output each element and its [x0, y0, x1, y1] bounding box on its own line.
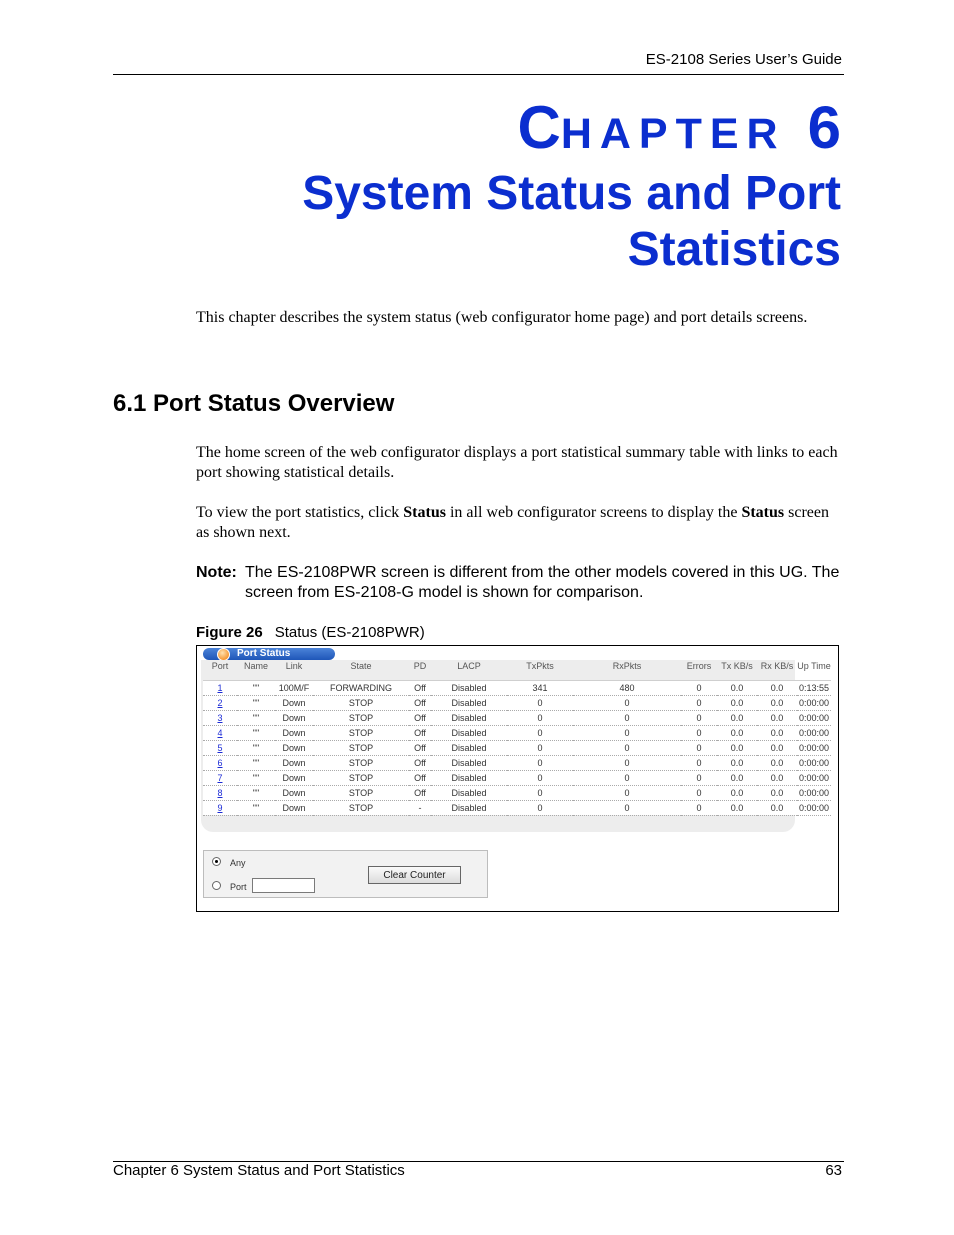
table-cell: 0.0: [717, 725, 757, 740]
table-cell: 0.0: [757, 725, 797, 740]
figure-screenshot: [196, 645, 839, 912]
para2-post: screen as shown next.: [196, 504, 829, 541]
chapter-title: [241, 166, 841, 278]
chapter-title-line2: Statistics: [627, 223, 841, 276]
table-cell: Down: [275, 800, 313, 815]
table-cell: 0: [507, 710, 573, 725]
table-cell: Disabled: [431, 770, 507, 785]
table-cell: 0.0: [757, 680, 797, 695]
table-cell: 0:13:55: [797, 680, 831, 695]
port-cell: [203, 695, 237, 710]
port-cell: [203, 770, 237, 785]
table-cell: STOP: [313, 800, 409, 815]
table-cell: 0.0: [717, 740, 757, 755]
table-cell: STOP: [313, 740, 409, 755]
table-cell: 0: [681, 800, 717, 815]
para2-status-2: Status: [741, 504, 785, 521]
table-cell: STOP: [313, 785, 409, 800]
column-header: Up Time: [797, 652, 831, 680]
port-link[interactable]: 3: [217, 712, 223, 723]
section-paragraph-2: [196, 503, 842, 543]
clear-counter-box: [203, 850, 488, 898]
table-cell: Off: [409, 680, 431, 695]
table-cell: 0.0: [717, 800, 757, 815]
figure-caption-text: Status (ES-2108PWR): [274, 624, 425, 641]
table-cell: Down: [275, 770, 313, 785]
port-link[interactable]: 4: [217, 727, 223, 738]
table-cell: Off: [409, 755, 431, 770]
table-cell: Off: [409, 740, 431, 755]
table-cell: 0: [507, 755, 573, 770]
table-cell: "": [237, 740, 275, 755]
page-number: 63: [825, 1162, 842, 1179]
port-link[interactable]: 6: [217, 757, 223, 768]
port-status-table: [203, 652, 831, 816]
table-cell: 0:00:00: [797, 740, 831, 755]
para2-status-1: Status: [403, 504, 446, 521]
para2-pre: To view the port statistics, click: [196, 504, 404, 521]
table-cell: "": [237, 680, 275, 695]
table-cell: 0: [681, 710, 717, 725]
table-cell: "": [237, 755, 275, 770]
table-cell: 0: [681, 695, 717, 710]
table-cell: 0: [507, 725, 573, 740]
table-cell: 0:00:00: [797, 695, 831, 710]
table-cell: 0.0: [757, 770, 797, 785]
table-cell: Disabled: [431, 785, 507, 800]
table-cell: Down: [275, 755, 313, 770]
chapter-label: [517, 94, 841, 161]
table-cell: STOP: [313, 725, 409, 740]
port-link[interactable]: 7: [217, 772, 223, 783]
chapter-label-initial: C: [517, 94, 561, 161]
intro-paragraph: This chapter describes the system status (web configurator home page) and port details screens.: [196, 309, 808, 326]
table-cell: 0: [681, 680, 717, 695]
table-cell: 0.0: [717, 710, 757, 725]
table-cell: 0: [573, 755, 681, 770]
radio-port-label: Port: [230, 882, 247, 892]
table-cell: Down: [275, 695, 313, 710]
column-header: Port: [203, 652, 237, 680]
table-cell: 0.0: [757, 785, 797, 800]
table-cell: 0: [507, 740, 573, 755]
table-cell: Disabled: [431, 755, 507, 770]
column-header: Tx KB/s: [717, 652, 757, 680]
port-input[interactable]: [252, 878, 315, 893]
port-link[interactable]: 2: [217, 697, 223, 708]
port-status-tab-title: Port Status: [237, 648, 291, 659]
table-cell: 0: [573, 695, 681, 710]
table-cell: 0.0: [717, 680, 757, 695]
table-cell: 0.0: [717, 785, 757, 800]
footer-chapter-title: Chapter 6 System Status and Port Statistics: [113, 1162, 405, 1179]
table-cell: STOP: [313, 710, 409, 725]
table-cell: 341: [507, 680, 573, 695]
port-cell: [203, 725, 237, 740]
table-row: [203, 725, 831, 740]
table-cell: Disabled: [431, 725, 507, 740]
column-header: TxPkts: [507, 652, 573, 680]
table-cell: "": [237, 770, 275, 785]
port-cell: [203, 680, 237, 695]
column-header: RxPkts: [573, 652, 681, 680]
table-cell: Off: [409, 770, 431, 785]
table-cell: 0:00:00: [797, 725, 831, 740]
table-cell: 0: [681, 770, 717, 785]
table-cell: Down: [275, 710, 313, 725]
table-cell: Disabled: [431, 710, 507, 725]
table-cell: 0: [573, 710, 681, 725]
table-cell: 0: [573, 740, 681, 755]
table-cell: 0: [573, 725, 681, 740]
port-cell: [203, 740, 237, 755]
table-cell: 0: [507, 695, 573, 710]
table-cell: 480: [573, 680, 681, 695]
table-cell: 0.0: [757, 695, 797, 710]
table-row: [203, 710, 831, 725]
table-row: [203, 695, 831, 710]
table-row: [203, 800, 831, 815]
column-header: State: [313, 652, 409, 680]
table-cell: 0.0: [717, 695, 757, 710]
radio-port[interactable]: [212, 881, 221, 890]
column-header: Name: [237, 652, 275, 680]
table-cell: 0: [681, 755, 717, 770]
header-rule: [113, 74, 844, 75]
table-row: [203, 740, 831, 755]
table-row: [203, 785, 831, 800]
table-cell: Disabled: [431, 680, 507, 695]
table-cell: 0: [573, 770, 681, 785]
chapter-number: 6: [807, 94, 841, 161]
chapter-title-line1: System Status and Port: [302, 167, 841, 220]
column-header: PD: [409, 652, 431, 680]
table-cell: 0:00:00: [797, 710, 831, 725]
table-header-row: [203, 652, 831, 680]
table-cell: STOP: [313, 770, 409, 785]
table-cell: 0:00:00: [797, 770, 831, 785]
column-header: Rx KB/s: [757, 652, 797, 680]
port-link[interactable]: 5: [217, 742, 223, 753]
table-cell: 0: [681, 740, 717, 755]
port-link[interactable]: 1: [217, 682, 223, 693]
port-cell: [203, 755, 237, 770]
table-cell: 0: [573, 800, 681, 815]
table-cell: 0: [507, 800, 573, 815]
table-cell: -: [409, 800, 431, 815]
section-heading: 6.1 Port Status Overview: [113, 390, 395, 417]
note-text: The ES-2108PWR screen is different from the other models covered in this UG. The screen from ES-2108-G model is shown for comparison.: [245, 564, 840, 601]
table-cell: Off: [409, 695, 431, 710]
table-cell: Disabled: [431, 800, 507, 815]
radio-any-label: Any: [230, 858, 246, 868]
column-header: Errors: [681, 652, 717, 680]
figure-caption: [196, 624, 425, 641]
table-cell: 100M/F: [275, 680, 313, 695]
figure-label: Figure 26: [196, 624, 263, 641]
table-cell: Down: [275, 785, 313, 800]
table-body: [203, 680, 831, 815]
column-header: Link: [275, 652, 313, 680]
port-cell: [203, 800, 237, 815]
table-cell: "": [237, 800, 275, 815]
table-cell: Off: [409, 710, 431, 725]
port-link[interactable]: 9: [217, 802, 223, 813]
clear-counter-button[interactable]: Clear Counter: [368, 866, 461, 884]
table-cell: "": [237, 785, 275, 800]
table-cell: 0: [507, 770, 573, 785]
note-label: Note:: [196, 564, 237, 581]
table-cell: 0.0: [757, 710, 797, 725]
table-cell: Off: [409, 725, 431, 740]
table-cell: "": [237, 710, 275, 725]
table-cell: "": [237, 695, 275, 710]
table-cell: 0: [681, 725, 717, 740]
table-cell: 0: [507, 785, 573, 800]
table-cell: 0:00:00: [797, 785, 831, 800]
port-link[interactable]: 8: [217, 787, 223, 798]
para2-mid: in all web configurator screens to display the: [445, 504, 742, 521]
port-cell: [203, 785, 237, 800]
table-cell: 0.0: [717, 770, 757, 785]
table-cell: 0:00:00: [797, 800, 831, 815]
table-cell: 0.0: [757, 755, 797, 770]
table-cell: 0.0: [717, 755, 757, 770]
table-row: [203, 755, 831, 770]
radio-any[interactable]: [212, 857, 221, 866]
table-cell: 0.0: [757, 740, 797, 755]
table-cell: "": [237, 725, 275, 740]
table-cell: Down: [275, 725, 313, 740]
table-cell: 0: [573, 785, 681, 800]
column-header: LACP: [431, 652, 507, 680]
port-cell: [203, 710, 237, 725]
table-row: [203, 680, 831, 695]
section-paragraph-1: The home screen of the web configurator displays a port statistical summary table with links to each port showing statistical details.: [196, 444, 838, 481]
table-cell: Disabled: [431, 740, 507, 755]
table-cell: 0:00:00: [797, 755, 831, 770]
table-cell: 0.0: [757, 800, 797, 815]
table-cell: STOP: [313, 755, 409, 770]
running-header: ES-2108 Series User’s Guide: [645, 51, 842, 68]
table-cell: Off: [409, 785, 431, 800]
chapter-label-rest: HAPTER: [560, 110, 786, 158]
table-cell: Disabled: [431, 695, 507, 710]
table-row: [203, 770, 831, 785]
table-cell: STOP: [313, 695, 409, 710]
table-cell: 0: [681, 785, 717, 800]
table-cell: Down: [275, 740, 313, 755]
table-cell: FORWARDING: [313, 680, 409, 695]
